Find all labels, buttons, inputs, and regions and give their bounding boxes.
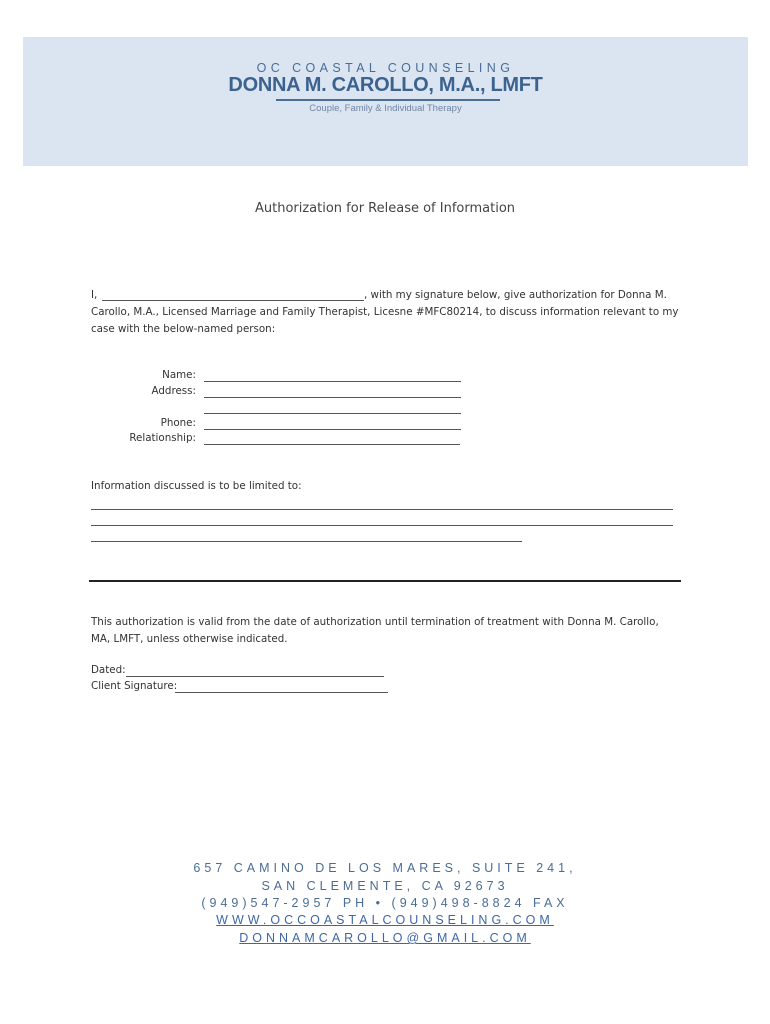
phone-field[interactable] (204, 429, 461, 430)
address-field-line1[interactable] (204, 397, 461, 398)
limited-field-line1[interactable] (91, 509, 673, 510)
intro-prefix: I, (91, 289, 98, 301)
address-label: Address: (151, 385, 196, 397)
intro-line1: , with my signature below, give authorization for Donna M. (364, 289, 667, 301)
org-name: OC COASTAL COUNSELING (256, 61, 515, 75)
tagline: Couple, Family & Individual Therapy (309, 103, 462, 114)
form-title: Authorization for Release of Information (254, 201, 516, 216)
website-link[interactable]: WWW.OCCOASTALCOUNSELING.COM (216, 913, 554, 927)
name-label: Name: (162, 369, 196, 381)
therapist-name: DONNA M. CAROLLO, M.A., LMFT (228, 74, 543, 96)
person-name-field[interactable] (204, 381, 461, 382)
signature-label: Client Signature: (91, 680, 178, 692)
address-field-line2[interactable] (204, 413, 461, 414)
limited-field-line3[interactable] (91, 541, 522, 542)
dated-label: Dated: (91, 664, 126, 676)
limited-field-line2[interactable] (91, 525, 673, 526)
intro-line3: case with the below-named person: (91, 323, 276, 335)
intro-line2: Carollo, M.A., Licensed Marriage and Family Therapist, Licesne #MFC80214, to discuss information relevant to my (91, 306, 679, 318)
validity-line1: This authorization is valid from the date of authorization until termination of treatment with Donna M. Carollo, (91, 616, 659, 628)
footer-phones: (949)547-2957 PH • (949)498-8824 FAX (201, 896, 569, 910)
footer-address2: SAN CLEMENTE, CA 92673 (261, 879, 509, 893)
name-underline (276, 99, 500, 101)
phone-label: Phone: (160, 417, 196, 429)
letterhead (23, 37, 748, 166)
email-link[interactable]: DONNAMCAROLLO@GMAIL.COM (239, 931, 531, 945)
client-name-field[interactable] (102, 300, 364, 301)
validity-line2: MA, LMFT, unless otherwise indicated. (91, 633, 288, 645)
limited-label: Information discussed is to be limited to: (91, 480, 302, 492)
footer-address1: 657 CAMINO DE LOS MARES, SUITE 241, (193, 861, 577, 875)
dated-field[interactable] (126, 676, 384, 677)
signature-field[interactable] (175, 692, 388, 693)
relationship-label: Relationship: (129, 432, 196, 444)
relationship-field[interactable] (204, 444, 460, 445)
section-divider (89, 580, 681, 582)
